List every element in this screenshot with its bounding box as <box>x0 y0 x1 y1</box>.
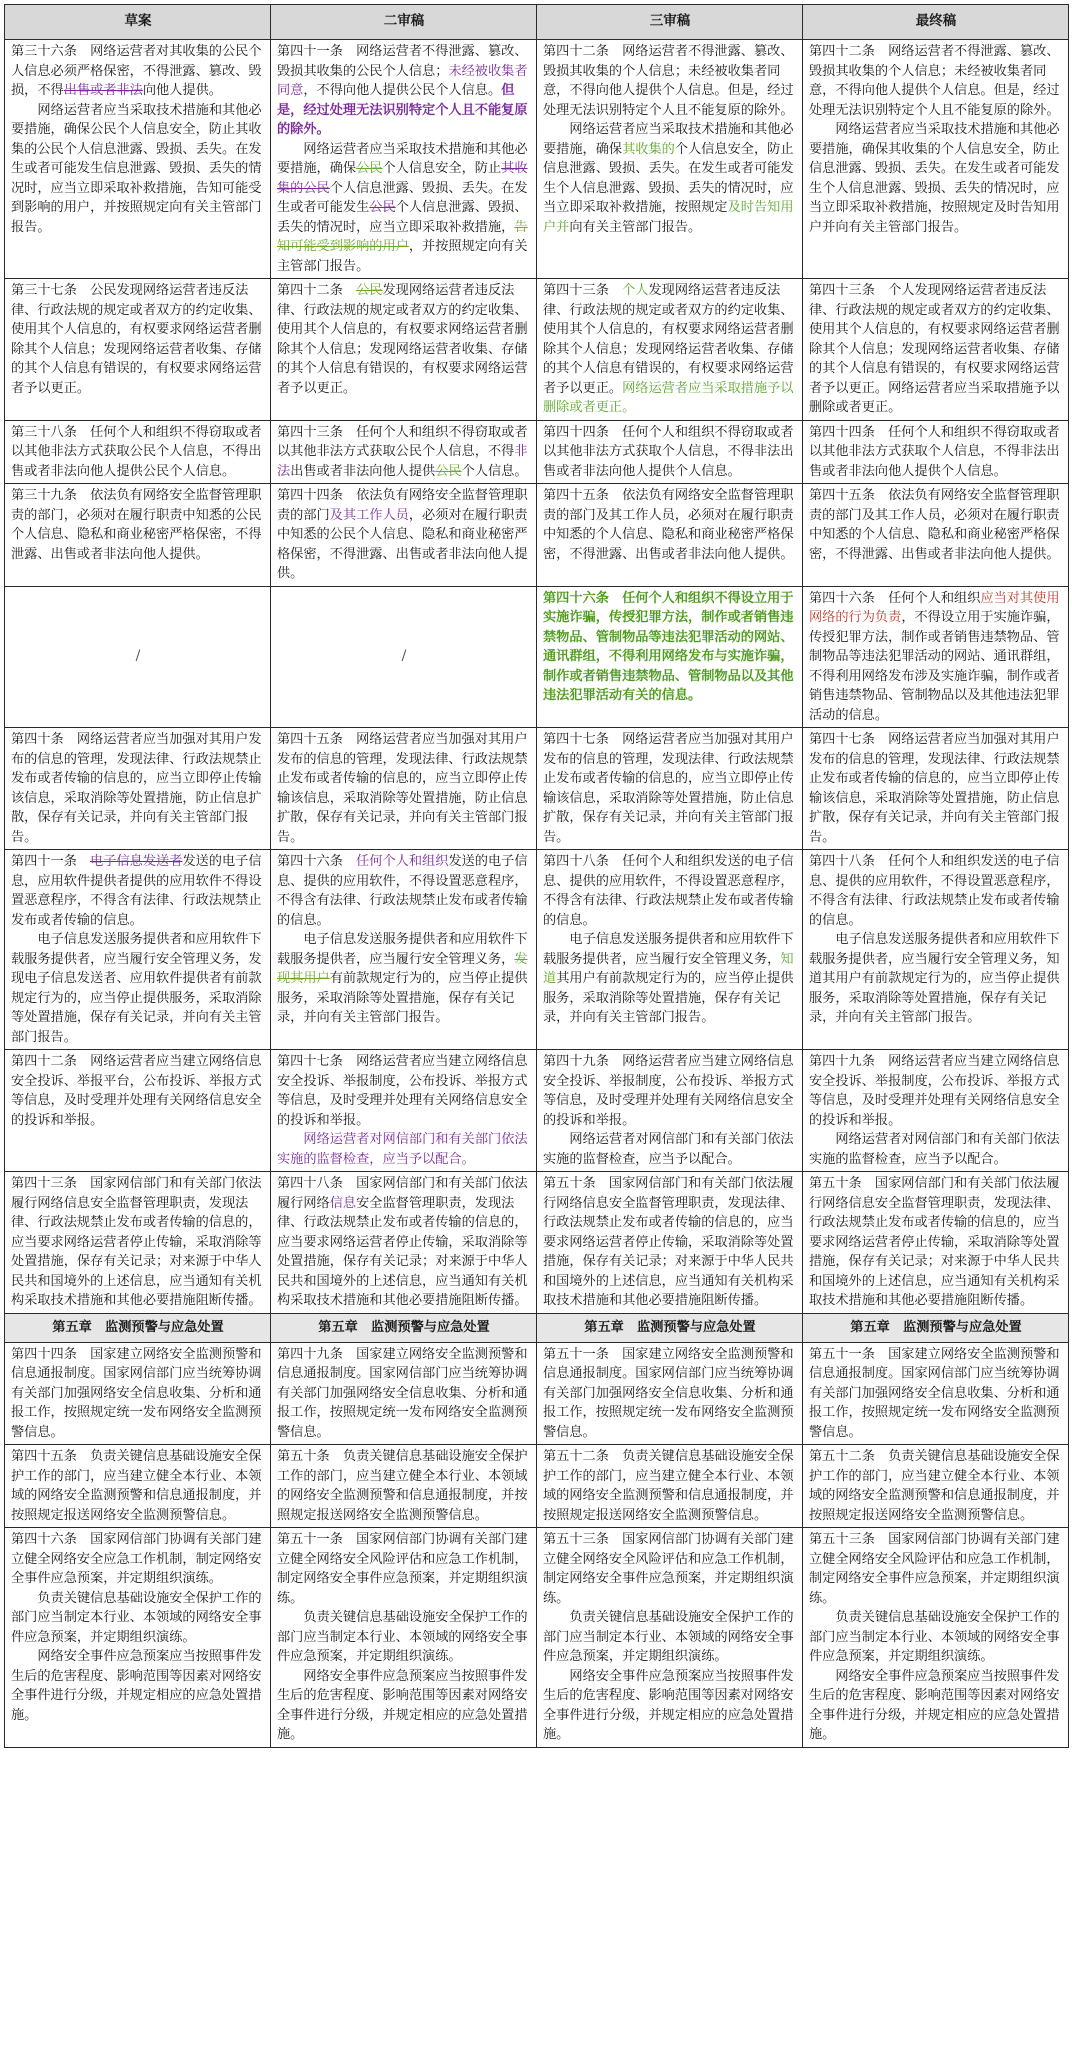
cell-second-review <box>271 420 537 484</box>
cell-final <box>803 484 1069 587</box>
paragraph <box>277 930 531 1028</box>
text-segment: 第五章 监测预警与应急处置 <box>52 1319 224 1335</box>
revision-mark: 公民 <box>356 161 383 176</box>
paragraph <box>277 486 531 584</box>
paragraph <box>809 1052 1063 1130</box>
cell-third-review <box>537 40 803 279</box>
cell-third-review <box>537 1313 803 1342</box>
text-segment: 安全监督管理职责，发现法律、行政法规禁止发布或者传输的信息的，应当要求网络运营者停止传输，采取消除等处置措施，保存有关记录；对来源于中华人民共和国境外的上述信息，应当通知有关机构采取技术措施和其他必要措施阻断传播。 <box>277 1195 528 1308</box>
revision-mark: 公民 <box>369 200 396 215</box>
text-segment: 第四十二条 网络运营者不得泄露、篡改、毁损其收集的个人信息；未经被收集者同意，不得向他人提供个人信息。但是，经过处理无法识别特定个人且不能复原的除外。 <box>809 44 1060 118</box>
cell-third-review <box>537 484 803 587</box>
table-row <box>5 1172 1069 1314</box>
cell-second-review <box>271 279 537 421</box>
paragraph <box>543 1447 797 1525</box>
cell-final <box>803 40 1069 279</box>
paragraph <box>543 1667 797 1745</box>
text-segment: 第五章 监测预警与应急处置 <box>850 1319 1022 1335</box>
text-segment: 第四十六条 <box>277 854 357 869</box>
text-segment: 第三十九条 依法负有网络安全监督管理职责的部门，必须对在履行职责中知悉的公民个人信息、隐私和商业秘密严格保密，不得泄露、出售或者非法向他人提供。 <box>11 488 262 562</box>
paragraph <box>277 1052 531 1130</box>
paragraph <box>543 1318 797 1338</box>
text-segment: 发现网络运营者违反法律、行政法规的规定或者双方的约定收集、使用其个人信息的，有权要求网络运营者删除其个人信息；发现网络运营者收集、存储的其个人信息有错误的，有权要求网络运营者予以更正。 <box>543 283 794 396</box>
text-segment: 向他人提供。 <box>142 83 222 98</box>
text-segment: 第五十一条 国家网信部门协调有关部门建立健全网络安全风险评估和应急工作机制，制定网络安全事件应急预案，并定期组织演练。 <box>277 1532 528 1606</box>
text-segment: 第四十二条 网络运营者不得泄露、篡改、毁损其收集的个人信息；未经被收集者同意，不得向他人提供个人信息。但是，经过处理无法识别特定个人且不能复原的除外。 <box>543 44 794 118</box>
paragraph <box>543 730 797 847</box>
text-segment: 第五十条 国家网信部门和有关部门依法履行网络信息安全监督管理职责，发现法律、行政法规禁止发布或者传输的信息的，应当要求网络运营者停止传输，采取消除等处置措施，保存有关记录；对来源于中华人民共和国境外的上述信息，应当通知有关机构采取技术措施和其他必要措施阻断传播。 <box>543 1176 794 1308</box>
text-segment: 有前款规定行为的，应当停止提供服务，采取消除等处置措施，保存有关记录，并向有关主管部门报告。 <box>277 971 528 1025</box>
paragraph <box>11 1447 265 1525</box>
text-segment: 第五十条 国家网信部门和有关部门依法履行网络信息安全监督管理职责，发现法律、行政法规禁止发布或者传输的信息的，应当要求网络运营者停止传输，采取消除等处置措施，保存有关记录；对来源于中华人民共和国境外的上述信息，应当通知有关机构采取技术措施和其他必要措施阻断传播。 <box>809 1176 1060 1308</box>
text-segment: 电子信息发送服务提供者和应用软件下载服务提供者，应当履行安全管理义务， <box>277 932 528 967</box>
text-segment: 第四十二条 <box>277 283 357 298</box>
cell-draft <box>5 279 271 421</box>
cell-draft <box>5 420 271 484</box>
text-segment: 发现网络运营者违反法律、行政法规的规定或者双方的约定收集、使用其个人信息的，有权要求网络运营者删除其个人信息；发现网络运营者收集、存储的其个人信息有错误的，有权要求网络运营者予以更正。 <box>277 283 528 396</box>
revision-mark: 信息 <box>329 1195 357 1211</box>
paragraph <box>809 120 1063 237</box>
paragraph <box>277 1318 531 1338</box>
revision-mark: 网络运营者对网信部门和有关部门依法实施的监督检查，应当予以配合。 <box>277 1132 528 1167</box>
paragraph <box>809 1130 1063 1169</box>
cell-third-review <box>537 279 803 421</box>
revision-mark: 其收集的公民 <box>277 161 528 196</box>
cell-draft <box>5 1050 271 1172</box>
text-segment: 网络运营者对网信部门和有关部门依法实施的监督检查，应当予以配合。 <box>543 1132 794 1167</box>
cell-final <box>803 1445 1069 1528</box>
cell-second-review <box>271 40 537 279</box>
cell-second-review <box>271 1172 537 1314</box>
text-segment: 个人信息。 <box>461 463 528 479</box>
table-row <box>5 1445 1069 1528</box>
paragraph <box>543 1130 797 1169</box>
paragraph <box>11 486 265 564</box>
text-segment: 第四十五条 依法负有网络安全监督管理职责的部门及其工作人员，必须对在履行职责中知悉的个人信息、隐私和商业秘密严格保密，不得泄露、出售或者非法向他人提供。 <box>809 488 1060 562</box>
paragraph <box>11 930 265 1047</box>
paragraph <box>543 120 797 237</box>
paragraph <box>277 730 531 847</box>
paragraph <box>543 423 797 482</box>
revision-mark: 告知可能受到影响的用户 <box>277 219 528 254</box>
text-segment: 个人信息泄露、毁损、丢失的情况时，应当立即采取补救措施， <box>277 200 528 235</box>
cell-second-review <box>271 728 537 850</box>
cell-second-review <box>271 1342 537 1445</box>
cell-third-review <box>537 1445 803 1528</box>
text-segment: 第三十六条 网络运营者对其收集的公民个人信息必须严格保密，不得泄露、篡改、毁损，不得 <box>11 44 262 98</box>
revision-mark: 出售或者非法 <box>63 83 143 98</box>
cell-third-review <box>537 1050 803 1172</box>
paragraph <box>809 1530 1063 1608</box>
text-segment: 第五十一条 国家建立网络安全监测预警和信息通报制度。国家网信部门应当统筹协调有关部门加强网络安全信息收集、分析和通报工作，按照规定统一发布网络安全监测预警信息。 <box>809 1346 1060 1440</box>
paragraph <box>11 730 265 847</box>
text-segment: / <box>135 648 141 664</box>
text-segment: 第四十七条 网络运营者应当加强对其用户发布的信息的管理，发现法律、行政法规禁止发布或者传输的信息的，应当立即停止传输该信息，采取消除等处置措施，防止信息扩散，保存有关记录，并向有关主管部门报告。 <box>809 732 1060 845</box>
paragraph <box>277 647 531 667</box>
paragraph <box>543 1530 797 1608</box>
cell-second-review <box>271 1445 537 1528</box>
paragraph <box>277 140 531 277</box>
cell-draft <box>5 586 271 728</box>
revision-mark: 其收集的 <box>622 141 675 157</box>
paragraph <box>809 730 1063 847</box>
table-row <box>5 40 1069 279</box>
paragraph <box>11 42 265 101</box>
text-segment: ，必须对在履行职责中知悉的公民个人信息、隐私和商业秘密严格保密，不得泄露、出售或者非法向他人提供。 <box>277 507 528 581</box>
text-segment: 第四十四条 任何个人和组织不得窃取或者以其他非法方式获取个人信息，不得非法出售或者非法向他人提供个人信息。 <box>543 424 794 479</box>
paragraph <box>543 852 797 930</box>
text-segment: 第五十二条 负责关键信息基础设施安全保护工作的部门，应当建立健全本行业、本领域的网络安全监测预警和信息通报制度，并按照规定报送网络安全监测预警信息。 <box>543 1449 794 1523</box>
text-segment: 第四十八条 任何个人和组织发送的电子信息、提供的应用软件，不得设置恶意程序，不得含有法律、行政法规禁止发布或者传输的信息。 <box>543 854 794 928</box>
paragraph <box>809 1174 1063 1311</box>
paragraph <box>543 1345 797 1443</box>
header-row <box>5 5 1069 40</box>
text-segment: 第四十四条 任何个人和组织不得窃取或者以其他非法方式获取个人信息，不得非法出售或者非法向他人提供个人信息。 <box>809 424 1060 479</box>
text-segment: 第四十三条 任何个人和组织不得窃取或者以其他非法方式获取公民个人信息，不得 <box>277 424 528 459</box>
paragraph <box>11 101 265 238</box>
text-segment: 第四十五条 网络运营者应当加强对其用户发布的信息的管理，发现法律、行政法规禁止发布或者传输的信息的，应当立即停止传输该信息，采取消除等处置措施，防止信息扩散，保存有关记录，并向有关主管部门报告。 <box>277 732 528 845</box>
cell-final <box>803 1313 1069 1342</box>
paragraph <box>11 1647 265 1725</box>
text-segment: 第五十一条 国家建立网络安全监测预警和信息通报制度。国家网信部门应当统筹协调有关部门加强网络安全信息收集、分析和通报工作，按照规定统一发布网络安全监测预警信息。 <box>543 1346 794 1440</box>
paragraph <box>11 1052 265 1130</box>
text-segment: 第四十五条 依法负有网络安全监督管理职责的部门及其工作人员，必须对在履行职责中知悉的个人信息、隐私和商业秘密严格保密，不得泄露、出售或者非法向他人提供。 <box>543 488 794 562</box>
paragraph <box>543 42 797 120</box>
cell-third-review <box>537 728 803 850</box>
paragraph <box>11 1345 265 1443</box>
paragraph <box>11 281 265 398</box>
paragraph <box>277 281 531 398</box>
cell-second-review <box>271 1313 537 1342</box>
text-segment: 第四十二条 网络运营者应当建立网络信息安全投诉、举报平台，公布投诉、举报方式等信息，及时受理并处理有关网络信息安全的投诉和举报。 <box>11 1054 262 1128</box>
cell-draft <box>5 728 271 850</box>
cell-third-review <box>537 850 803 1050</box>
table-row <box>5 1050 1069 1172</box>
paragraph <box>11 1530 265 1589</box>
cell-final <box>803 1172 1069 1314</box>
cell-final <box>803 279 1069 421</box>
revision-mark: 但是，经过处理无法识别特定个人且不能复原的除外。 <box>277 83 528 137</box>
text-segment: 网络安全事件应急预案应当按照事件发生后的危害程度、影响范围等因素对网络安全事件进行分级，并规定相应的应急处置措施。 <box>277 1668 528 1742</box>
cell-second-review <box>271 586 537 728</box>
text-segment: 第四十五条 负责关键信息基础设施安全保护工作的部门，应当建立健全本行业、本领域的网络安全监测预警和信息通报制度，并按照规定报送网络安全监测预警信息。 <box>11 1449 262 1523</box>
paragraph <box>277 1667 531 1745</box>
paragraph <box>277 1174 531 1311</box>
table-row <box>5 279 1069 421</box>
text-segment: 第四十六条 国家网信部门协调有关部门建立健全网络安全应急工作机制，制定网络安全事件应急预案，并定期组织演练。 <box>11 1532 262 1586</box>
paragraph <box>809 1345 1063 1443</box>
paragraph <box>809 42 1063 120</box>
text-segment: 第四十八条 任何个人和组织发送的电子信息、提供的应用软件，不得设置恶意程序，不得含有法律、行政法规禁止发布或者传输的信息。 <box>809 854 1060 928</box>
paragraph <box>543 1052 797 1130</box>
cell-third-review <box>537 1172 803 1314</box>
column-header-final: 最终稿 <box>803 5 1069 40</box>
text-segment: 负责关键信息基础设施安全保护工作的部门应当制定本行业、本领域的网络安全事件应急预案，并定期组织演练。 <box>809 1610 1060 1664</box>
cell-draft <box>5 850 271 1050</box>
cell-third-review <box>537 586 803 728</box>
table-row <box>5 850 1069 1050</box>
paragraph <box>809 1608 1063 1667</box>
text-segment: 第四十九条 网络运营者应当建立网络信息安全投诉、举报制度，公布投诉、举报方式等信息，及时受理并处理有关网络信息安全的投诉和举报。 <box>543 1054 794 1128</box>
paragraph <box>11 1174 265 1311</box>
revision-mark: 知道 <box>543 951 794 986</box>
paragraph <box>543 486 797 564</box>
text-segment: 第四十九条 国家建立网络安全监测预警和信息通报制度。国家网信部门应当统筹协调有关部门加强网络安全信息收集、分析和通报工作，按照规定统一发布网络安全监测预警信息。 <box>277 1346 528 1440</box>
text-segment: 第四十条 网络运营者应当加强对其用户发布的信息的管理，发现法律、行政法规禁止发布或者传输的信息的，应当立即停止传输该信息，采取消除等处置措施，防止信息扩散，保存有关记录，并向有关主管部门报告。 <box>11 732 262 845</box>
text-segment: 网络安全事件应急预案应当按照事件发生后的危害程度、影响范围等因素对网络安全事件进行分级，并规定相应的应急处置措施。 <box>11 1649 262 1723</box>
table-row <box>5 586 1069 728</box>
text-segment: 第五章 监测预警与应急处置 <box>318 1319 490 1335</box>
cell-final <box>803 1342 1069 1445</box>
revision-mark: 任何个人和组织 <box>356 854 449 869</box>
text-segment: 第四十三条 个人发现网络运营者违反法律、行政法规的规定或者双方的约定收集、使用其个人信息的，有权要求网络运营者删除其个人信息；发现网络运营者收集、存储的其个人信息有错误的，有权要求网络运营者予以更正。网络运营者应当采取措施予以删除或者更正。 <box>809 283 1060 415</box>
text-segment: 第四十四条 国家建立网络安全监测预警和信息通报制度。国家网信部门应当统筹协调有关部门加强网络安全信息收集、分析和通报工作，按照规定统一发布网络安全监测预警信息。 <box>11 1346 262 1440</box>
table-row <box>5 1342 1069 1445</box>
text-segment: 负责关键信息基础设施安全保护工作的部门应当制定本行业、本领域的网络安全事件应急预案，并定期组织演练。 <box>277 1610 528 1664</box>
cell-final <box>803 586 1069 728</box>
paragraph <box>277 1447 531 1525</box>
cell-draft <box>5 1313 271 1342</box>
text-segment: ，不得设立用于实施诈骗，传授犯罪方法，制作或者销售违禁物品、管制物品等违法犯罪活动的网站、通讯群组，不得利用网络发布涉及实施诈骗，制作或者销售违禁物品、管制物品以及其他违法犯罪活动的信息。 <box>809 610 1060 723</box>
paragraph <box>11 423 265 482</box>
paragraph <box>809 281 1063 418</box>
revision-mark: 及时告知用户并 <box>543 200 794 235</box>
text-segment: 网络运营者应当采取技术措施和其他必要措施，确保其收集的个人信息安全，防止信息泄露、毁损、丢失。在发生或者可能发生个人信息泄露、毁损、丢失的情况时，应当立即采取补救措施，按照规定及时告知用户并向有关主管部门报告。 <box>809 122 1060 235</box>
text-segment: ，并按照规定向有关主管部门报告。 <box>277 239 528 274</box>
paragraph <box>11 1318 265 1338</box>
text-segment: / <box>401 648 407 664</box>
revision-mark: 非法 <box>277 444 528 479</box>
cell-draft <box>5 1342 271 1445</box>
text-segment: 网络安全事件应急预案应当按照事件发生后的危害程度、影响范围等因素对网络安全事件进行分级，并规定相应的应急处置措施。 <box>543 1668 794 1742</box>
cell-third-review <box>537 1528 803 1748</box>
text-segment: 第三十七条 公民发现网络运营者违反法律、行政法规的规定或者双方的约定收集、使用其个人信息的，有权要求网络运营者删除其个人信息；发现网络运营者收集、存储的其个人信息有错误的，有权要求网络运营者予以更正。 <box>11 283 262 396</box>
text-segment: 负责关键信息基础设施安全保护工作的部门应当制定本行业、本领域的网络安全事件应急预案，并定期组织演练。 <box>543 1610 794 1664</box>
revision-mark: 未经被收集者同意 <box>277 63 528 98</box>
paragraph <box>277 1130 531 1169</box>
paragraph <box>277 42 531 140</box>
paragraph <box>809 1447 1063 1525</box>
text-segment: 负责关键信息基础设施安全保护工作的部门应当制定本行业、本领域的网络安全事件应急预案，并定期组织演练。 <box>11 1590 262 1645</box>
cell-final <box>803 420 1069 484</box>
revision-mark: 电子信息发送者 <box>90 854 183 869</box>
paragraph <box>809 423 1063 482</box>
column-header-draft: 草案 <box>5 5 271 40</box>
cell-final <box>803 1050 1069 1172</box>
text-segment: ，不得向他人提供公民个人信息。 <box>303 83 502 98</box>
cell-second-review <box>271 850 537 1050</box>
text-segment: 第五十三条 国家网信部门协调有关部门建立健全网络安全风险评估和应急工作机制，制定网络安全事件应急预案，并定期组织演练。 <box>809 1532 1060 1606</box>
text-segment: 第五章 监测预警与应急处置 <box>584 1319 756 1335</box>
paragraph <box>809 486 1063 564</box>
revision-mark: 及其工作人员 <box>329 507 409 523</box>
paragraph <box>277 1345 531 1443</box>
paragraph <box>809 589 1063 726</box>
revision-mark: 个人 <box>622 283 649 298</box>
revision-mark: 网络运营者应当采取措施予以删除或者更正。 <box>543 380 794 415</box>
text-segment: 第五十三条 国家网信部门协调有关部门建立健全网络安全风险评估和应急工作机制，制定网络安全事件应急预案，并定期组织演练。 <box>543 1532 794 1606</box>
text-segment: 第四十四条 依法负有网络安全监督管理职责的部门 <box>277 488 528 523</box>
text-segment: 出售或者非法向他人提供 <box>290 463 436 479</box>
cell-third-review <box>537 1342 803 1445</box>
revision-mark: 发现其用户 <box>277 951 528 986</box>
column-header-second-review: 二审稿 <box>271 5 537 40</box>
text-segment: 网络运营者应当采取技术措施和其他必要措施，确保公民个人信息安全，防止其收集的公民个人信息泄露、毁损、丢失。在发生或者可能发生信息泄露、毁损、丢失的情况时，应当立即采取补救措施，告知可能受到影响的用户，并按照规定向有关主管部门报告。 <box>11 102 262 235</box>
paragraph <box>809 930 1063 1028</box>
cell-draft <box>5 1445 271 1528</box>
text-segment: 其用户有前款规定行为的，应当停止提供服务，采取消除等处置措施，保存有关记录，并向有关主管部门报告。 <box>543 971 794 1025</box>
comparison-table <box>4 4 1069 1748</box>
text-segment: 向有关主管部门报告。 <box>569 219 702 235</box>
text-segment: 电子信息发送服务提供者和应用软件下载服务提供者，应当履行安全管理义务，发现电子信息发送者、应用软件提供者有前款规定行为的，应当停止提供服务，采取消除等处置措施，保存有关记录，并向有关主管部门报告。 <box>11 932 262 1045</box>
text-segment: 网络运营者应当采取技术措施和其他必要措施，确保 <box>543 122 794 157</box>
table-row <box>5 484 1069 587</box>
text-segment: 网络运营者应当采取技术措施和其他必要措施，确保 <box>277 141 528 176</box>
text-segment: 第五十条 负责关键信息基础设施安全保护工作的部门，应当建立健全本行业、本领域的网络安全监测预警和信息通报制度，并按照规定报送网络安全监测预警信息。 <box>277 1449 528 1523</box>
table-row <box>5 1528 1069 1748</box>
table-body <box>5 40 1069 1748</box>
text-segment: 网络安全事件应急预案应当按照事件发生后的危害程度、影响范围等因素对网络安全事件进行分级，并规定相应的应急处置措施。 <box>809 1668 1060 1742</box>
column-header-third-review: 三审稿 <box>537 5 803 40</box>
text-segment: 电子信息发送服务提供者和应用软件下载服务提供者，应当履行安全管理义务， <box>543 932 794 967</box>
paragraph <box>277 1530 531 1608</box>
cell-third-review <box>537 420 803 484</box>
cell-second-review <box>271 1528 537 1748</box>
paragraph <box>809 1667 1063 1745</box>
text-segment: 第四十八条 国家网信部门和有关部门依法履行网络 <box>277 1176 528 1211</box>
revision-mark: 公民 <box>356 283 383 298</box>
text-segment: 个人信息安全，防止信息泄露、毁损、丢失。在发生或者可能发生个人信息泄露、毁损、丢失的情况时，应当立即采取补救措施，按照规定 <box>543 141 794 215</box>
text-segment: 发送的电子信息，应用软件提供者提供的应用软件不得设置恶意程序，不得含有法律、行政法规禁止发布或者传输的信息。 <box>11 854 262 928</box>
revision-mark: 公民 <box>435 463 462 479</box>
chapter-row <box>5 1313 1069 1342</box>
text-segment: 电子信息发送服务提供者和应用软件下载服务提供者，应当履行安全管理义务，知道其用户有前款规定行为的，应当停止提供服务，采取消除等处置措施，保存有关记录，并向有关主管部门报告。 <box>809 932 1060 1025</box>
revision-mark: 第四十六条 任何个人和组织不得设立用于实施诈骗，传授犯罪方法，制作或者销售违禁物品、管制物品等违法犯罪活动的网站、通讯群组，不得利用网络发布与实施诈骗，制作或者销售违禁物品、管制物品以及其他违法犯罪活动有关的信息。 <box>543 590 794 703</box>
paragraph <box>277 1608 531 1667</box>
paragraph <box>543 589 797 706</box>
text-segment: 第四十九条 网络运营者应当建立网络信息安全投诉、举报制度，公布投诉、举报方式等信息，及时受理并处理有关网络信息安全的投诉和举报。 <box>809 1054 1060 1128</box>
text-segment: 第四十一条 <box>11 854 91 869</box>
text-segment: 第三十八条 任何个人和组织不得窃取或者以其他非法方式获取公民个人信息，不得出售或者非法向他人提供公民个人信息。 <box>11 424 262 479</box>
text-segment: 第四十一条 网络运营者不得泄露、篡改、毁损其收集的公民个人信息； <box>277 44 528 79</box>
paragraph <box>11 1589 265 1648</box>
paragraph <box>11 852 265 930</box>
text-segment: 第五十二条 负责关键信息基础设施安全保护工作的部门，应当建立健全本行业、本领域的网络安全监测预警和信息通报制度，并按照规定报送网络安全监测预警信息。 <box>809 1449 1060 1523</box>
paragraph <box>543 281 797 418</box>
cell-final <box>803 1528 1069 1748</box>
text-segment: 个人信息泄露、毁损、丢失。在发生或者可能发生 <box>277 180 528 215</box>
cell-second-review <box>271 484 537 587</box>
paragraph <box>543 1608 797 1667</box>
cell-second-review <box>271 1050 537 1172</box>
text-segment: 第四十六条 任何个人和组织 <box>809 590 981 606</box>
text-segment: 发送的电子信息、提供的应用软件，不得设置恶意程序，不得含有法律、行政法规禁止发布或者传输的信息。 <box>277 854 528 928</box>
text-segment: 个人信息安全，防止 <box>382 161 502 176</box>
cell-draft <box>5 40 271 279</box>
cell-draft <box>5 484 271 587</box>
paragraph <box>277 852 531 930</box>
paragraph <box>543 1174 797 1311</box>
paragraph <box>809 1318 1063 1338</box>
revision-mark: 应当对其使用网络的行为负责 <box>809 590 1060 625</box>
text-segment: 第四十三条 <box>543 283 623 298</box>
paragraph <box>11 647 265 667</box>
table-row <box>5 420 1069 484</box>
paragraph <box>809 852 1063 930</box>
text-segment: 第四十三条 国家网信部门和有关部门依法履行网络信息安全监督管理职责，发现法律、行政法规禁止发布或者传输的信息的，应当要求网络运营者停止传输，采取消除等处置措施，保存有关记录；对来源于中华人民共和国境外的上述信息，应当通知有关机构采取技术措施和其他必要措施阻断传播。 <box>11 1176 262 1308</box>
paragraph <box>543 930 797 1028</box>
text-segment: 网络运营者对网信部门和有关部门依法实施的监督检查，应当予以配合。 <box>809 1132 1060 1167</box>
text-segment: 第四十七条 网络运营者应当加强对其用户发布的信息的管理，发现法律、行政法规禁止发布或者传输的信息的，应当立即停止传输该信息，采取消除等处置措施，防止信息扩散，保存有关记录，并向有关主管部门报告。 <box>543 732 794 845</box>
cell-final <box>803 728 1069 850</box>
cell-draft <box>5 1528 271 1748</box>
table-row <box>5 728 1069 850</box>
cell-final <box>803 850 1069 1050</box>
cell-draft <box>5 1172 271 1314</box>
text-segment: 第四十七条 网络运营者应当建立网络信息安全投诉、举报制度，公布投诉、举报方式等信息，及时受理并处理有关网络信息安全的投诉和举报。 <box>277 1054 528 1128</box>
paragraph <box>277 423 531 482</box>
